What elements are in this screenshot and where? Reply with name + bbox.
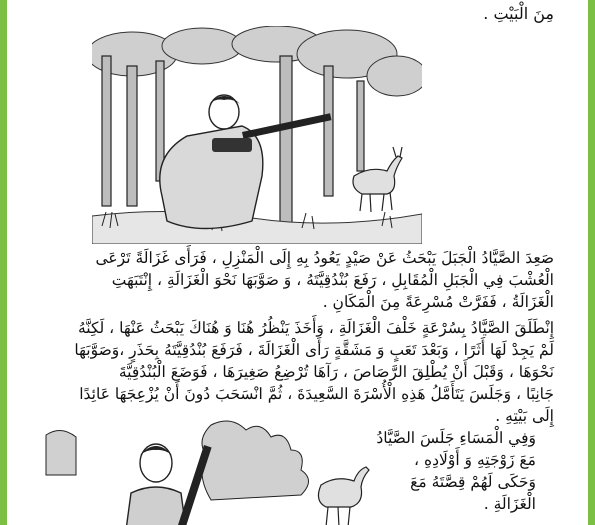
paragraph2-line-5: إِلَى بَيْتِهِ .: [495, 407, 554, 425]
hunter-aiming-illustration: [92, 26, 422, 244]
paragraph1-line-1: صَعِدَ الصَّيَّادُ الْجَبَلَ يَبْحَثُ عَنْ صَيْدٍ يَعُودُ بِهِ إِلَى الْمَنْزِلِ ، فَرَأَى غَزَالَةً تَرْعَى: [95, 249, 554, 267]
paragraph3-line-4: الْغَزَالَةِ .: [483, 495, 536, 513]
header-line: مِنَ الْبَيْتِ .: [483, 4, 554, 23]
paragraph3-line-2: مَعَ زَوْجَتِهِ وَ أَوْلَادِهِ ،: [414, 451, 536, 469]
page-frame-left: [0, 0, 7, 525]
paragraph3-line-1: وَفِي الْمَسَاءِ جَلَسَ الصَّيَّادُ: [376, 429, 536, 447]
paragraph1-line-3: الْغَزَالَةُ ، فَفَرَّتْ مُسْرِعَةً مِنَ الْمَكَانِ .: [322, 293, 554, 311]
paragraph2-line-2: لَمْ يَجِدْ لَهَا أَثَرًا ، وَبَعْدَ تَعَبٍ وَ مَشَقَّةٍ رَأَى الْغَزَالَةَ ، فَرَفَعَ بُنْدُقِيَّتَهُ بِحَذَرٍ ،وَصَوَّبَهَا: [74, 341, 554, 359]
reading-page: [30, 0, 562, 525]
paragraph2-line-1: إِنْطَلَقَ الصَّيَّادُ بِسُرْعَةٍ خَلْفَ الْغَزَالَةِ ، وَأَخَذَ يَنْظُرُ هُنَا وَ هُنَاكَ يَبْحَثُ عَنْهَا ، لَكِنَّهُ: [77, 319, 554, 337]
hunter-watching-illustration: [36, 415, 391, 525]
paragraph2-line-4: جَانِبًا ، وَجَلَسَ يَتَأَمَّلُ هَذِهِ الْأُسْرَةَ السَّعِيدَةَ ، ثُمَّ انْسَحَبَ دُونَ أَنْ يُزْعِجَهَا عَائِدًا: [79, 385, 554, 403]
page-frame-right: [588, 0, 595, 525]
paragraph2-line-3: نَحْوَهَا ، وَقَبْلَ أَنْ يُطْلِقَ الرَّصَاصَ ، رَآهَا تُرْضِعُ صَغِيرَهَا ، فَوَضَعَ الْبُنْدُقِيَّةَ: [118, 363, 554, 381]
paragraph3-line-3: وَحَكَى لَهُمْ قِصَّتَهُ مَعَ: [410, 473, 536, 491]
paragraph1-line-2: الْعُشْبَ فِي الْجَبَلِ الْمُقَابِلِ ، رَفَعَ بُنْدُقِيَّتَهُ ، وَ صَوَّبَهَا نَحْوَ الْغَزَالَةِ ، إِنْتَبَهَتِ: [111, 271, 554, 289]
